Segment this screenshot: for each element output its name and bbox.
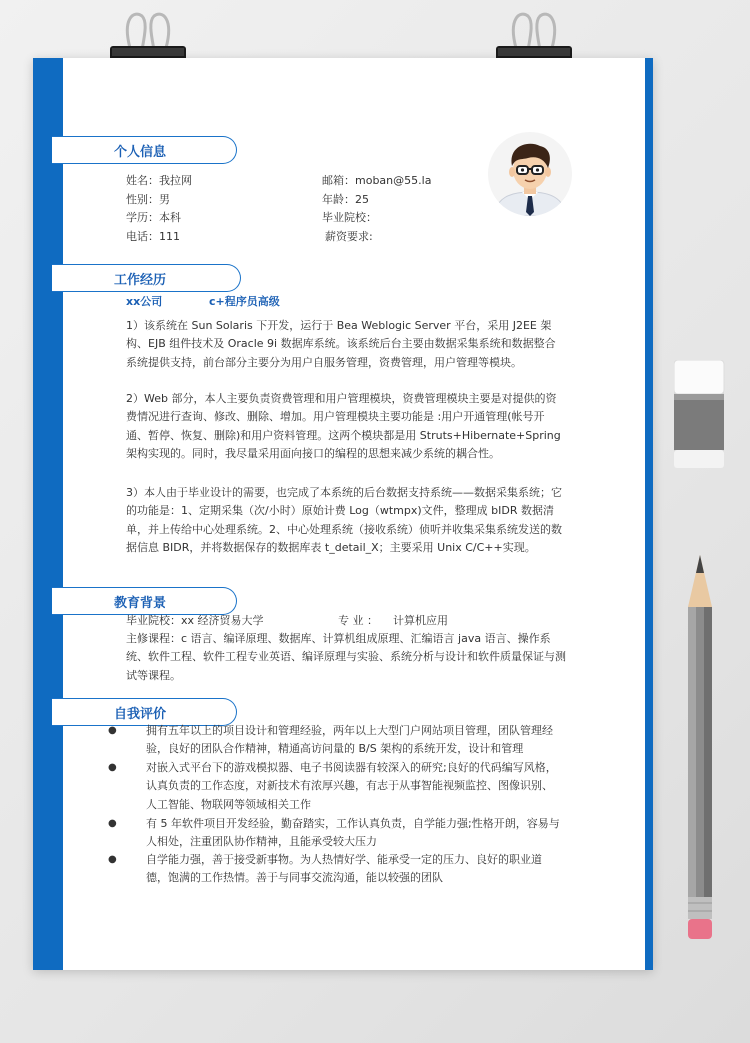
gender-field: 性别：男	[126, 193, 170, 206]
email-field: 邮箱：moban@55.la	[322, 174, 432, 187]
avatar	[488, 132, 572, 216]
phone-field: 电话：111	[126, 230, 180, 243]
self-eval-text: 有 5 年软件项目开发经验，勤奋踏实，工作认真负责，自学能力强;性格开朗，容易与人相处，注重团队协作精神，且能承受较大压力	[146, 817, 560, 849]
list-item	[108, 815, 562, 852]
edu-courses: 主修课程：c 语言、编译原理、数据库、计算机组成原理、汇编语言 java 语言、操作系统、软件工程、软件工程专业英语、编译原理与实验、系统分析与设计和软件质量保证与测试等课程。	[126, 632, 566, 682]
work-item: 1）该系统在 Sun Solaris 下开发，运行于 Bea Weblogic Server 平台，采用 J2EE 架构、EJB 组件技术及 Oracle 9i 数据库系统。该系统后台主要由数据采集系统和数据整合系统提供支持，前台部分主要分为用户自服务管理，资费管理，用户管理等模块。	[126, 319, 556, 369]
edu-school: 毕业院校：xx 经济贸易大学	[126, 614, 264, 627]
list-item	[108, 722, 562, 759]
list-item	[108, 851, 562, 888]
self-eval-text: 拥有五年以上的项目设计和管理经验，两年以上大型门户网站项目管理，团队管理经验，良好的团队合作精神，精通高访问量的 B/S 架构的系统开发，设计和管理	[146, 724, 553, 756]
self-eval-text: 对嵌入式平台下的游戏模拟器、电子书阅读器有较深入的研究;良好的代码编写风格，认真负责的工作态度，对新技术有浓厚兴趣，有志于从事智能视频监控、图像识别、人工智能、物联网等领域相关工作	[146, 761, 557, 811]
self-eval-text: 自学能力强，善于接受新事物。为人热情好学、能承受一定的压力、良好的职业道德，饱满的工作热情。善于与同事交流沟通，能以较强的团队	[146, 853, 542, 885]
section-header-personal	[52, 136, 237, 164]
section-title: 教育背景	[114, 596, 167, 611]
work-item: 2）Web 部分，本人主要负责资费管理和用户管理模块，资费管理模块主要是对提供的资费情况进行查询、修改、删除、增加。用户管理模块主要功能是 :用户开通管理(帐号开通、暂停、恢复、删除)和用户资料管理。这两个模块都是用 Struts+Hibernate+Spring 架构实现的。同时，我尽量采用面向接口的编程的思想来减少系统的耦合性。	[126, 392, 561, 460]
section-title: 自我评价	[114, 707, 167, 722]
company-name: xx公司	[126, 295, 163, 308]
edu-major: 计算机应用	[393, 614, 448, 627]
age-field: 年龄：25	[322, 193, 369, 206]
job-position: c+程序员高级	[209, 295, 280, 308]
edu-major-label: 专 业 ：	[338, 614, 378, 627]
section-title: 工作经历	[114, 273, 167, 288]
section-title: 个人信息	[114, 145, 167, 160]
bullet-icon: ●	[108, 818, 117, 829]
eraser-icon	[674, 360, 726, 470]
pencil-icon	[680, 555, 720, 945]
bullet-icon: ●	[108, 854, 117, 865]
section-header-work	[52, 264, 241, 292]
section-header-education	[52, 587, 237, 615]
bullet-icon: ●	[108, 725, 117, 736]
work-item: 3）本人由于毕业设计的需要，也完成了本系统的后台数据支持系统——数据采集系统；它的功能是：1、定期采集（次/小时）原始计费 Log（wtmpx)文件，整理成 bIDR 数据清单，并上传给中心处理系统。2、中心处理系统（接收系统）侦听并收集采集系统发送的数据信息 BIDR，并将数据保存的数据库表 t_detail_X；主要采用 Unix C/C++实现。	[126, 486, 562, 554]
list-item	[108, 759, 562, 814]
salary-field: 薪资要求:	[325, 230, 373, 243]
name-field: 姓名：我拉网	[126, 174, 192, 187]
education-field: 学历：本科	[126, 211, 181, 224]
school-field: 毕业院校：	[322, 211, 377, 224]
bullet-icon: ●	[108, 762, 117, 773]
